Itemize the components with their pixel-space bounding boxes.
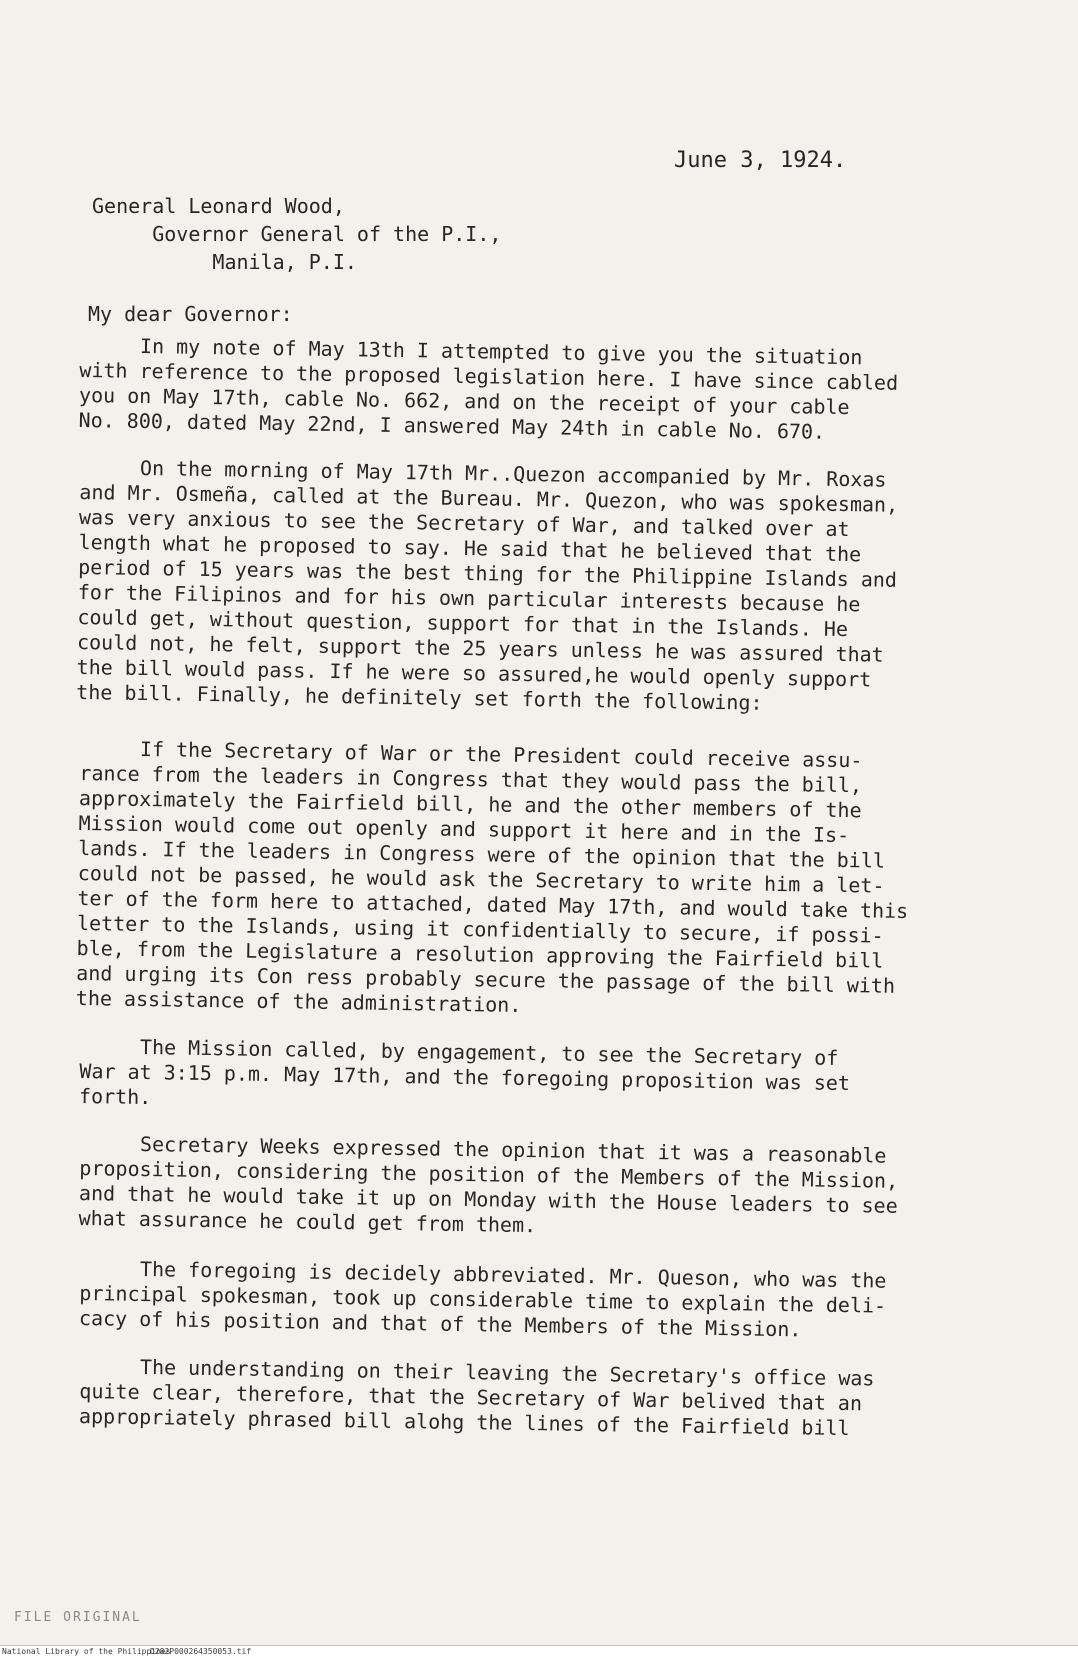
address-line: General Leonard Wood, xyxy=(92,194,345,218)
paragraph-1: In my note of May 13th I attempted to give you the situation with reference to the proposed legislation here. I have since cabled you on May 17th, cable No. 662, and on the receipt of your cable No. 800, dated May 22nd, I answered May 24th in cable No. 670. xyxy=(78,333,899,444)
salutation: My dear Governor: xyxy=(88,302,293,326)
recipient-address xyxy=(92,192,501,276)
paragraph-2: On the morning of May 17th Mr..Quezon accompanied by Mr. Roxas and Mr. Osmeña, called at the Bureau. Mr. Quezon, who was spokesman, was very anxious to see the Secretary of War, and talked over at length what he proposed to say. He said that he believed that the period of 15 years was the best thing for the Philippine Islands and for the Filipinos and for his own particular interests because he could get, without question, support for that in the Islands. He could not, he felt, support the 25 years unless he was assured that the bill would pass. If he were so assured,he would openly support the bill. Finally, he definitely set forth the following: xyxy=(76,455,899,715)
paragraph-7: The understanding on their leaving the Secretary's office was quite clear, therefore, that the Secretary of War belived that an appropriately phrased bill alohg the lines of the Fairfield bill xyxy=(78,1354,875,1441)
address-line: Manila, P.I. xyxy=(92,250,357,274)
paragraph-6: The foregoing is decidely abbreviated. Mr. Queson, who was the principal spokesman, took up considerable time to explain the deli- cacy of his position and that of the Members of the Mission. xyxy=(78,1256,887,1342)
paragraph-4: The Mission called, by engagement, to see the Secretary of War at 3:15 p.m. May 17th, and the foregoing proposition was set forth. xyxy=(78,1034,851,1110)
footer-file: D282P000264350053.tif xyxy=(150,1647,252,1656)
paragraph-3: If the Secretary of War or the President could receive assu- rance from the leaders in Congress that they would pass the bill, approximately the Fairfield bill, he and the other members of the Mission would come out openly and support it here and in the Is- lands. If the leaders in Congress were of the opinion that the bill could not be passed, he would ask the Secretary to write him a let- ter of the form here to attached, dated May 17th, and would take this letter to the Islands, using it confidentially to secure, if possi- ble, from the Legislature a resolution approving the Fairfield bill and urging its Con ress probably secure the passage of the bill with the assistance of the administration. xyxy=(75,736,909,1017)
scan-footer xyxy=(0,1645,1078,1659)
file-original-stamp: FILE ORIGINAL xyxy=(14,1610,142,1625)
address-line: Governor General of the P.I., xyxy=(92,222,502,246)
footer-library: National Library of the Philippines xyxy=(2,1647,171,1656)
letter-date: June 3, 1924. xyxy=(674,148,847,173)
paragraph-5: Secretary Weeks expressed the opinion that it was a reasonable proposition, considering the position of the Members of the Mission, and that he would take it up on Monday with the House leaders to see what assurance he could get from them. xyxy=(78,1131,899,1238)
